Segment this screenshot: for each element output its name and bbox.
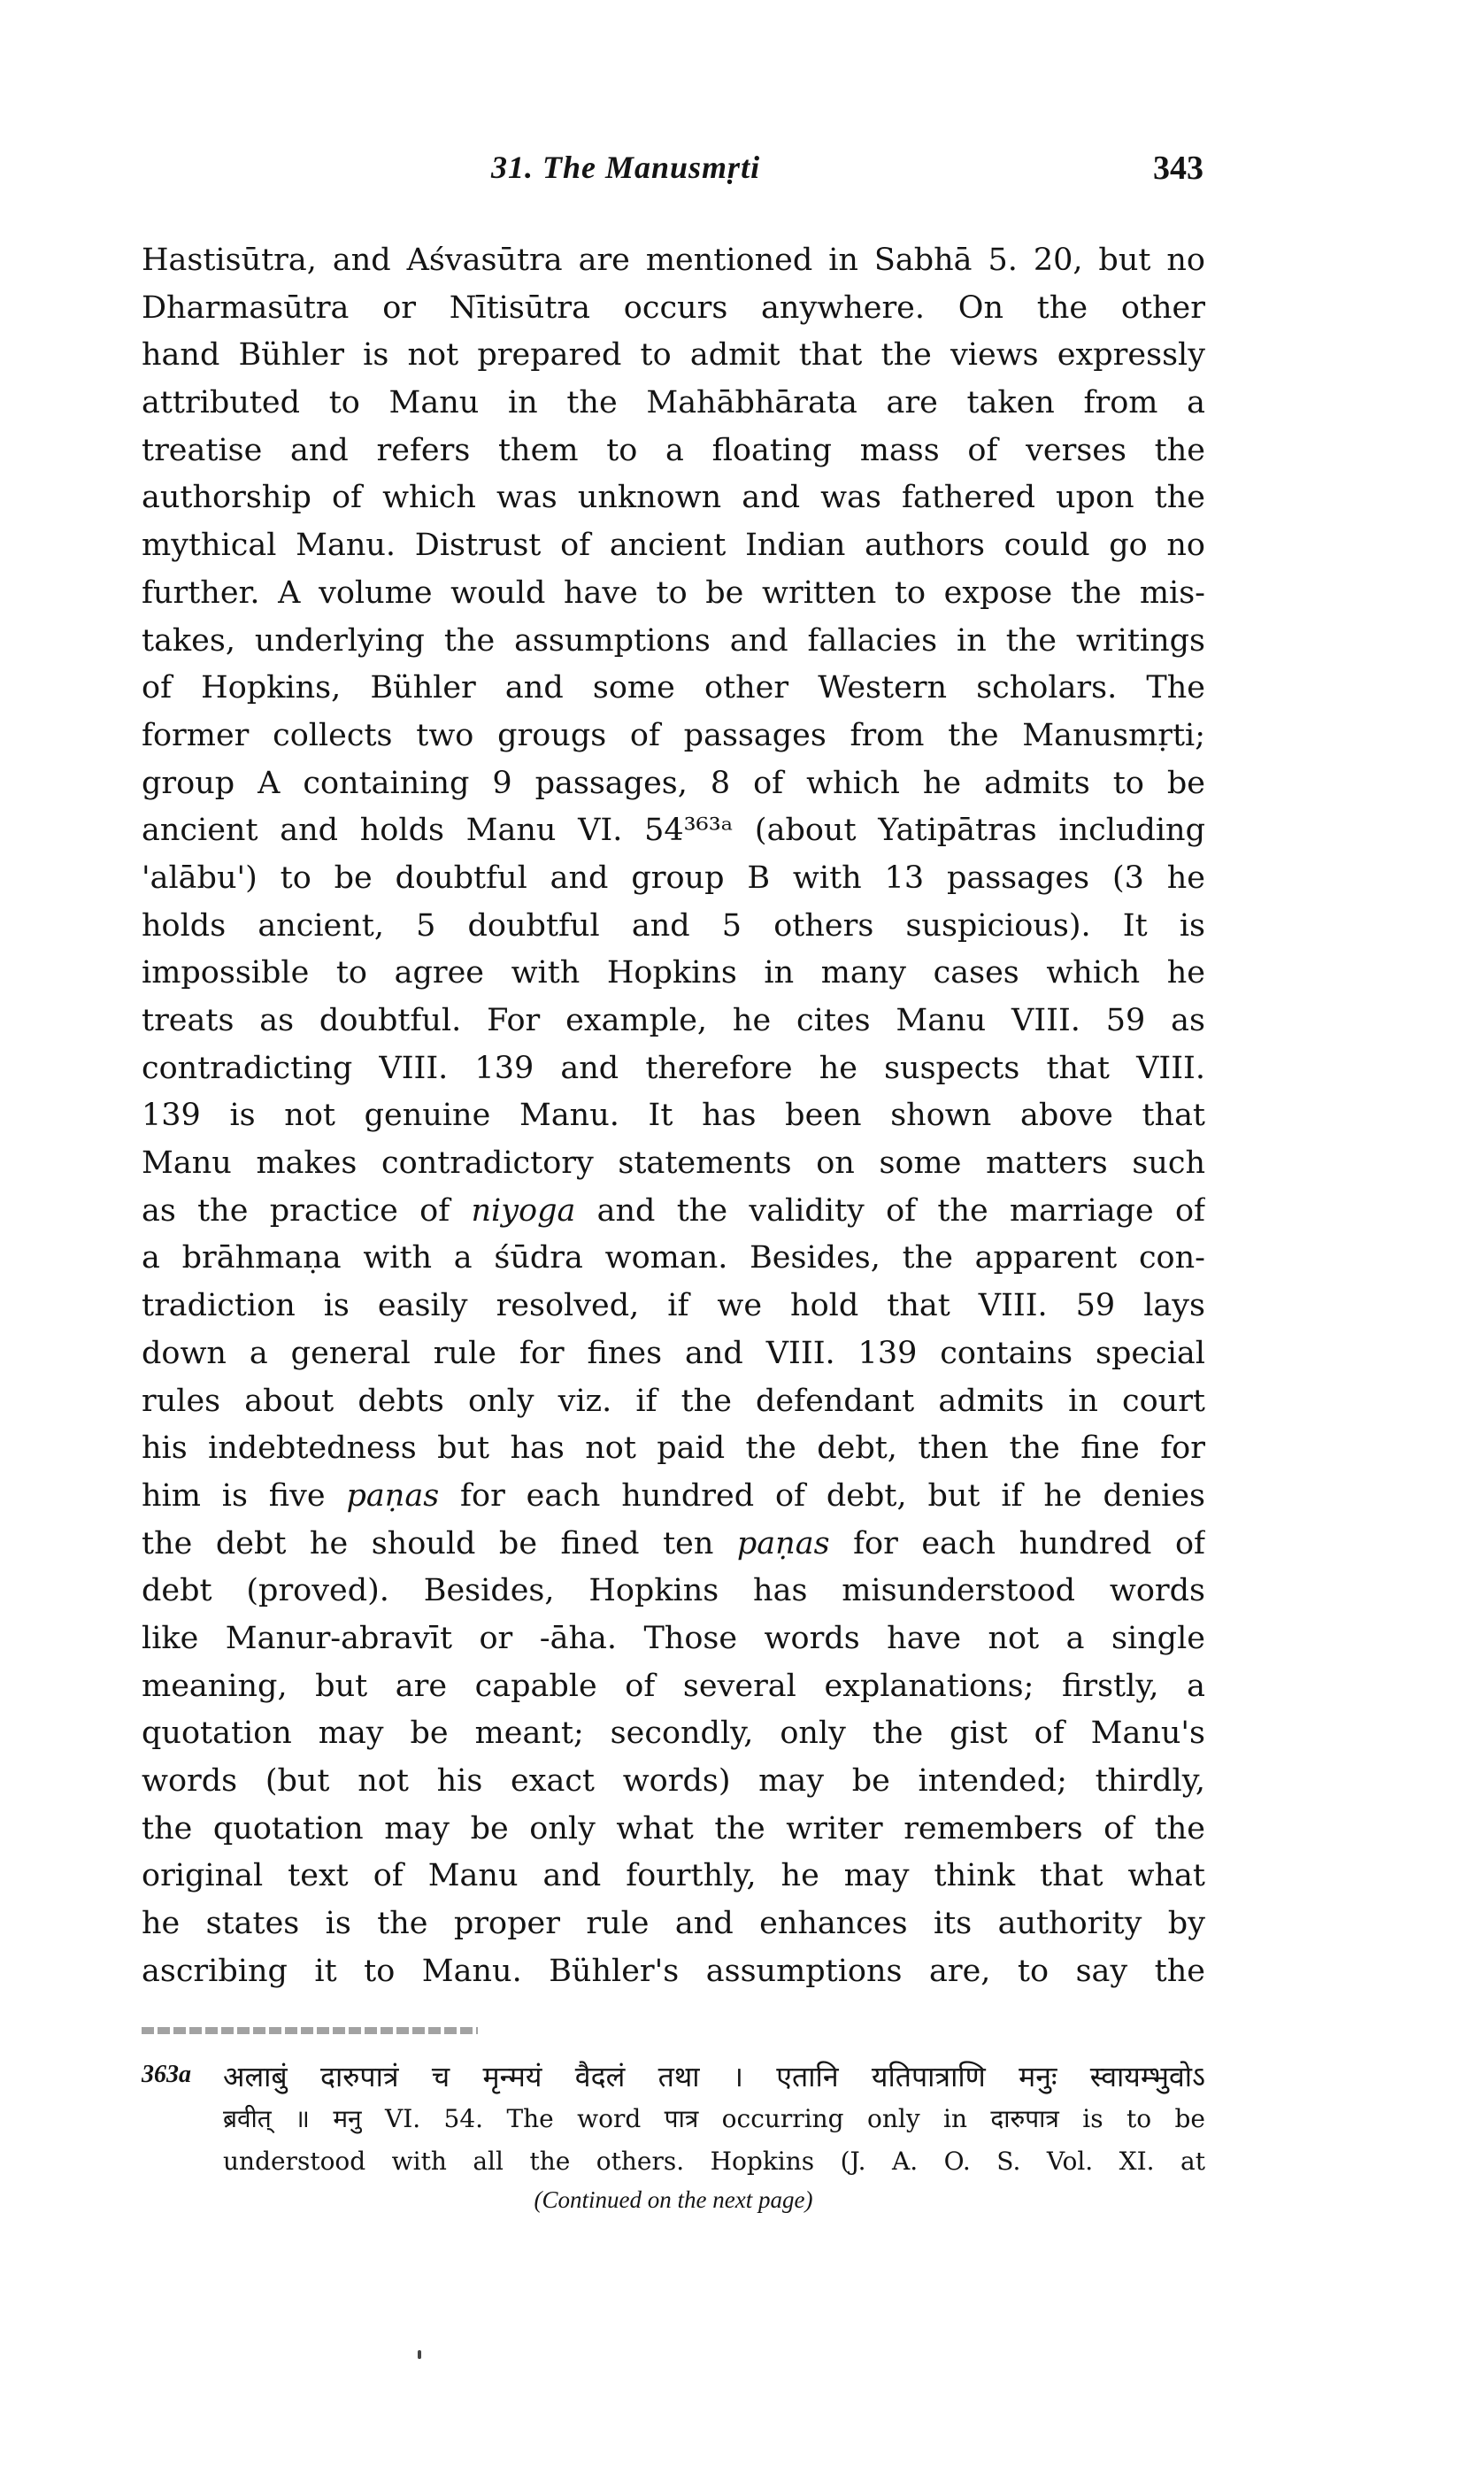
body-line: takes, underlying the assumptions and fallacies in the writings (142, 622, 1205, 659)
body-line: down a general rule for fines and VIII. 139 contains special (142, 1335, 1205, 1371)
body-line: group A containing 9 passages, 8 of which he admits to be (142, 765, 1205, 801)
body-line: meaning, but are capable of several explanations; firstly, a (142, 1668, 1205, 1704)
body-line: words (but not his exact words) may be intended; thirdly, (142, 1763, 1205, 1799)
body-line: former collects two grougs of passages from the Manusmṛti; (142, 717, 1205, 753)
body-line: quotation may be meant; secondly, only the gist of Manu's (142, 1715, 1205, 1752)
body-line: as the practice of niyoga and the validity of the marriage of (142, 1192, 1205, 1229)
body-line: hand Bühler is not prepared to admit that the views expressly (142, 337, 1205, 374)
body-line: treatise and refers them to a floating mass of verses the (142, 432, 1205, 468)
body-line: like Manur-abravīt or -āha. Those words have not a single (142, 1620, 1205, 1656)
footnote-line: understood with all the others. Hopkins (J. A. O. S. Vol. XI. at (223, 2147, 1205, 2176)
footnote-label: 363a (142, 2061, 191, 2088)
running-title: 31. The Manusmṛti (491, 150, 761, 185)
body-line: tradiction is easily resolved, if we hold that VIII. 59 lays (142, 1288, 1205, 1324)
body-line: holds ancient, 5 doubtful and 5 others suspicious). It is (142, 907, 1205, 944)
body-text (142, 237, 1205, 1995)
body-line: he states is the proper rule and enhances its authority by (142, 1906, 1205, 1942)
footnote-block (142, 2055, 1205, 2183)
body-line: the quotation may be only what the writer remembers of the (142, 1810, 1205, 1846)
body-line: 'alābu') to be doubtful and group B with 13 passages (3 he (142, 860, 1205, 896)
body-line: ascribing it to Manu. Bühler's assumptions are, to say the (142, 1953, 1205, 1989)
body-line: Manu makes contradictory statements on some matters such (142, 1145, 1205, 1182)
body-line: him is five paṇas for each hundred of debt, but if he denies (142, 1477, 1205, 1514)
body-line: the debt he should be fined ten paṇas for each hundred of (142, 1525, 1205, 1561)
body-line: Hastisūtra, and Aśvasūtra are mentioned in Sabhā 5. 20, but no (142, 243, 1205, 278)
body-line: rules about debts only viz. if the defendant admits in court (142, 1383, 1205, 1419)
continued-note: (Continued on the next page) (534, 2186, 813, 2213)
print-speck (418, 2350, 421, 2359)
footnote-divider (142, 2027, 478, 2034)
footnote-line: अलाबुं दारुपात्रं च मृन्मयं वैदलं तथा । एतानि यतिपात्राणि मनुः स्वायम्भुवोऽ (223, 2060, 1205, 2093)
body-line: authorship of which was unknown and was fathered upon the (142, 480, 1205, 516)
body-line: ancient and holds Manu VI. 54³⁶³ᵃ (about Yatipātras including (142, 813, 1205, 849)
body-line: debt (proved). Besides, Hopkins has misunderstood words (142, 1573, 1205, 1609)
body-line: of Hopkins, Bühler and some other Western scholars. The (142, 670, 1205, 706)
body-line: his indebtedness but has not paid the debt, then the fine for (142, 1430, 1205, 1467)
body-line: 139 is not genuine Manu. It has been shown above that (142, 1098, 1205, 1134)
body-line: contradicting VIII. 139 and therefore he suspects that VIII. (142, 1050, 1205, 1086)
page-number: 343 (1153, 150, 1203, 187)
body-line: original text of Manu and fourthly, he may think that what (142, 1858, 1205, 1894)
footnote-line: ब्रवीत् ॥ मनु VI. 54. The word पात्र occurring only in दारुपात्र is to be (223, 2104, 1205, 2133)
body-line: a brāhmaṇa with a śūdra woman. Besides, the apparent con- (142, 1240, 1205, 1276)
body-line: treats as doubtful. For example, he cites Manu VIII. 59 as (142, 1003, 1205, 1038)
body-line: attributed to Manu in the Mahābhārata are taken from a (142, 385, 1205, 421)
body-line: mythical Manu. Distrust of ancient Indian authors could go no (142, 528, 1205, 564)
body-line: further. A volume would have to be written to expose the mis- (142, 574, 1205, 611)
running-head (142, 149, 1203, 202)
body-line: Dharmasūtra or Nītisūtra occurs anywhere. On the other (142, 289, 1205, 326)
body-line: impossible to agree with Hopkins in many cases which he (142, 955, 1205, 991)
